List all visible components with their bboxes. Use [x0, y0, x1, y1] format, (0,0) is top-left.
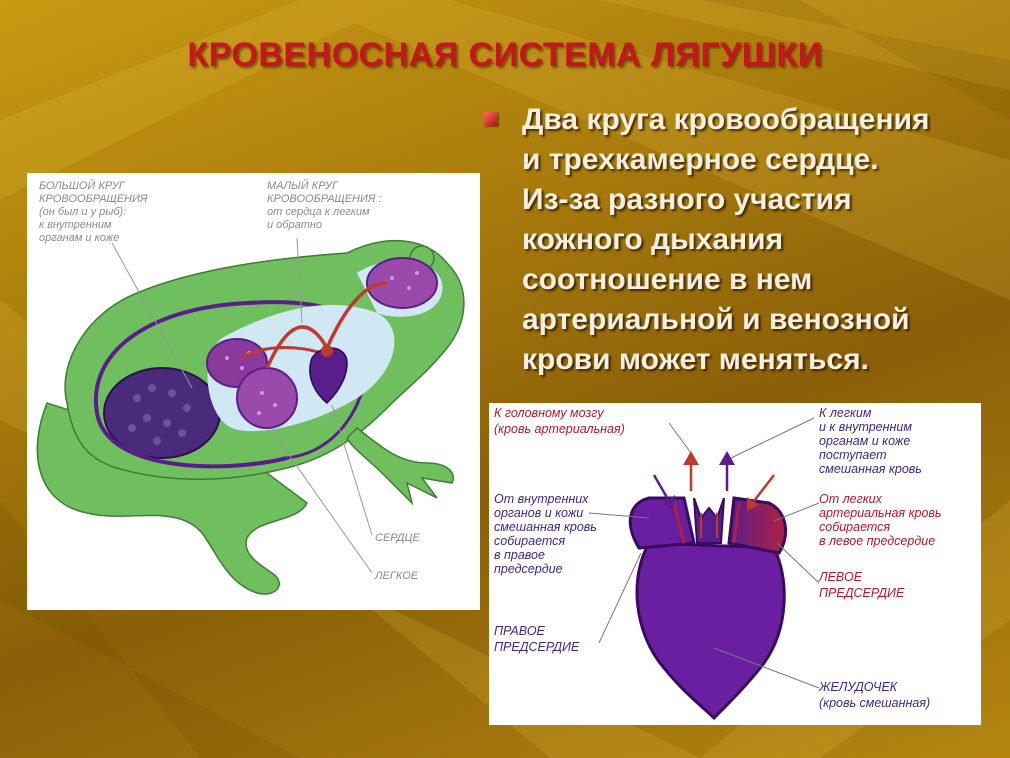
bullet-line: и трехкамерное сердце.	[522, 143, 879, 176]
arrow-to-brain	[683, 451, 699, 491]
from-organs-label-4: собирается	[494, 534, 566, 548]
right-atrium-label-2: ПРЕДСЕРДИЕ	[494, 640, 580, 654]
big-circle-label-3: (он был и у рыб):	[39, 206, 127, 218]
heart-ventricle	[637, 543, 784, 718]
heart-diagram	[489, 403, 981, 725]
big-circle-label-2: КРОВООБРАЩЕНИЯ	[39, 193, 148, 205]
frog-front-leg	[347, 428, 453, 503]
big-circle-label-5: органам и коже	[39, 232, 120, 244]
bullet-line: соотношение в нем	[522, 263, 813, 296]
bullet-line: Из-за разного участия	[522, 183, 852, 216]
from-lungs-label-1: От легких	[819, 492, 882, 506]
bullet-text	[522, 100, 1002, 380]
bullet-line: Два круга кровообращения	[522, 103, 930, 136]
small-circle-label-2: КРОВООБРАЩЕНИЯ :	[267, 193, 382, 205]
to-lungs-label-2: и к внутренним	[819, 420, 912, 434]
from-lungs-label-3: собирается	[819, 520, 891, 534]
from-organs-label-3: смешанная кровь	[494, 520, 597, 534]
from-organs-label-6: предсердие	[494, 562, 563, 576]
to-lungs-label-1: К легким	[819, 406, 872, 420]
big-circle-label-4: к внутренним	[39, 219, 112, 231]
to-lungs-label-5: смешанная кровь	[819, 462, 922, 476]
small-circle-label-4: и обратно	[267, 219, 323, 231]
heart-diagram-panel	[489, 403, 981, 725]
bullet-icon	[484, 112, 498, 126]
to-brain-label-1: К головному мозгу	[494, 406, 604, 420]
from-organs-label-5: в правое	[494, 548, 545, 562]
big-circle-label-1: БОЛЬШОЙ КРУГ	[39, 180, 125, 192]
ventricle-label-1: ЖЕЛУДОЧЕК	[819, 680, 898, 694]
to-lungs-label-4: поступает	[819, 448, 887, 462]
to-brain-label-2: (кровь артериальная)	[494, 422, 625, 436]
ventricle-label-2: (кровь смешанная)	[819, 696, 931, 710]
from-organs-label-1: От внутренних	[494, 492, 589, 506]
bullet-line: кожного дыхания	[522, 223, 784, 256]
left-atrium-label-2: ПРЕДСЕРДИЕ	[819, 586, 905, 600]
from-organs-label-2: органов и кожи	[494, 506, 584, 520]
aortic-vessels	[694, 498, 724, 543]
small-circle-label-3: от сердца к легким	[267, 206, 370, 218]
lung-label: ЛЕГКОЕ	[375, 570, 419, 582]
right-atrium-label-1: ПРАВОЕ	[494, 624, 545, 638]
frog-diagram	[27, 173, 480, 610]
lung-right	[237, 368, 297, 428]
bullet-line: артериальной и венозной	[522, 303, 910, 336]
left-atrium-label-1: ЛЕВОЕ	[819, 570, 863, 584]
frog-diagram-panel	[27, 173, 480, 610]
from-lungs-label-4: в левое предсердие	[819, 534, 936, 548]
small-circle-label-1: МАЛЫЙ КРУГ	[267, 180, 339, 192]
slide-title: КРОВЕНОСНАЯ СИСТЕМА ЛЯГУШКИ	[187, 36, 823, 74]
heart-label: СЕРДЦЕ	[375, 532, 420, 544]
from-lungs-label-2: артериальная кровь	[819, 506, 942, 520]
to-lungs-label-3: органам и коже	[819, 434, 911, 448]
bullet-line: крови может меняться.	[522, 343, 869, 376]
